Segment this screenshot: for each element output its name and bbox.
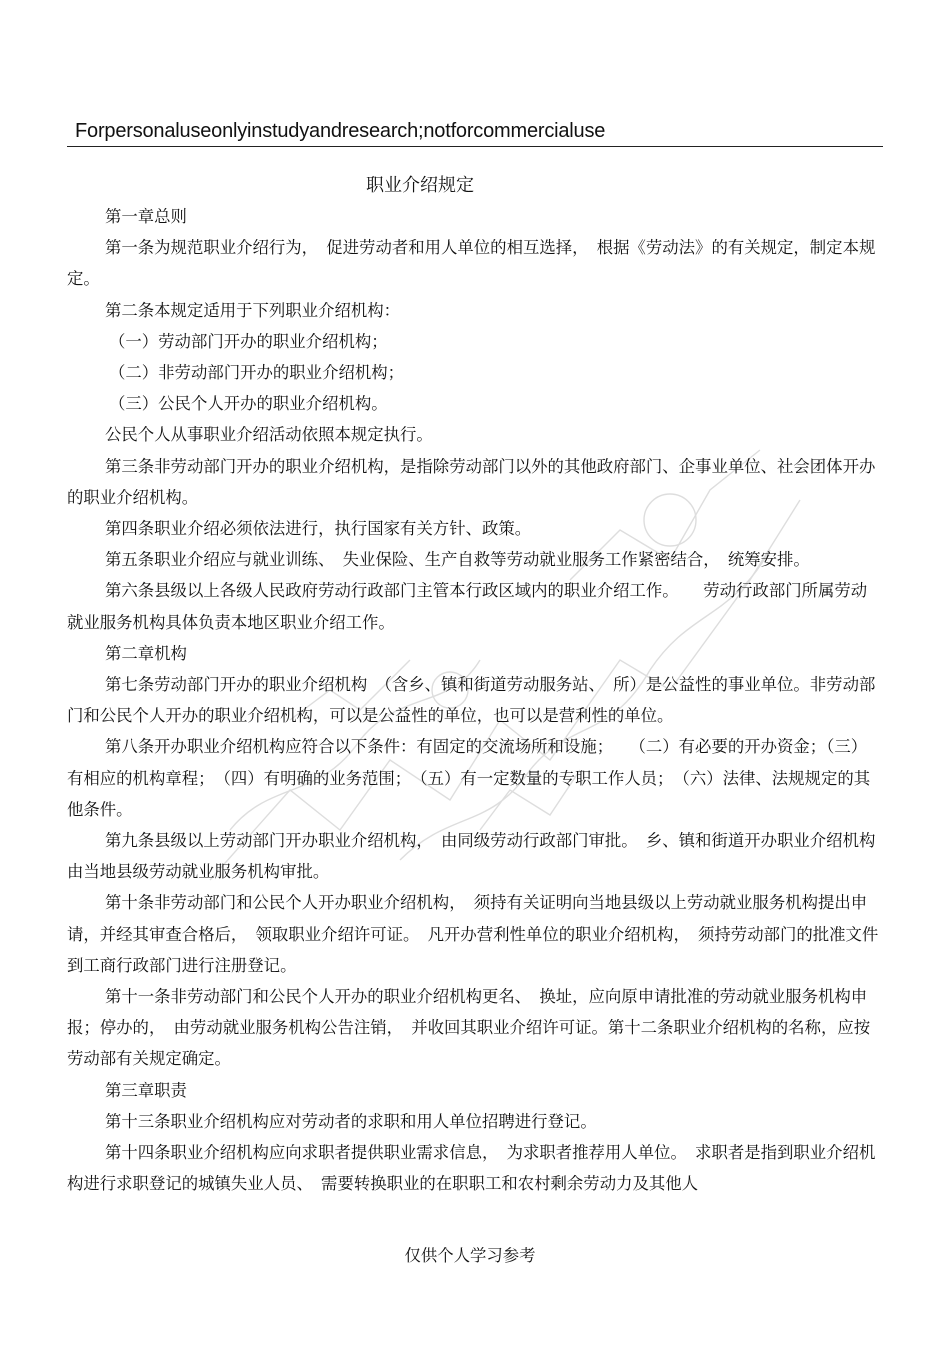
usage-notice: Forpersonaluseonlyinstudyandresearch;notforcommercialuse [75,120,606,142]
article-paragraph: 公民个人从事职业介绍活动依照本规定执行。 [105,425,433,445]
article-paragraph: 第二条本规定适用于下列职业介绍机构： [105,300,401,320]
article-paragraph: 第十三条职业介绍机构应对劳动者的求职和用人单位招聘进行登记。 [105,1111,597,1131]
article-paragraph: 第八条开办职业介绍机构应符合以下条件：有固定的交流场所和设施； （二）有必要的开办资金；（三）有相应的机构章程； （四）有明确的业务范围； （五）有一定数量的专职工作人员； （六）法律、法规规定的其他条件。 [67,737,871,819]
article-paragraph: 第三条非劳动部门开办的职业介绍机构，是指除劳动部门以外的其他政府部门、企事业单位、社会团体开办的职业介绍机构。 [67,456,876,507]
article-paragraph: 第一条为规范职业介绍行为， 促进劳动者和用人单位的相互选择， 根据《劳动法》的有关规定，制定本规定。 [67,238,876,289]
article-paragraph: 第十四条职业介绍机构应向求职者提供职业需求信息， 为求职者推荐用人单位。 求职者是指到职业介绍机构进行求职登记的城镇失业人员、 需要转换职业的在职职工和农村剩余劳动力及其他人 [67,1143,876,1194]
list-item: （三）公民个人开办的职业介绍机构。 [109,394,388,414]
page-footer: 仅供个人学习参考 [404,1246,536,1265]
article-paragraph: 第九条县级以上劳动部门开办职业介绍机构， 由同级劳动行政部门审批。 乡、镇和街道开办职业介绍机构由当地县级劳动就业服务机构审批。 [67,831,876,882]
chapter-heading: 第一章总则 [105,207,187,226]
article-paragraph: 第十一条非劳动部门和公民个人开办的职业介绍机构更名、 换址，应向原申请批准的劳动就业服务机构申报；停办的， 由劳动就业服务机构公告注销， 并收回其职业介绍许可证。第十二条职业介绍机构的名称，应按劳动部有关规定确定。 [67,987,871,1069]
article-paragraph: 第十条非劳动部门和公民个人开办职业介绍机构， 须持有关证明向当地县级以上劳动就业服务机构提出申请，并经其审查合格后， 领取职业介绍许可证。 凡开办营利性单位的职业介绍机构， 须持劳动部门的批准文件到工商行政部门进行注册登记。 [67,893,879,975]
article-paragraph: 第六条县级以上各级人民政府劳动行政部门主管本行政区域内的职业介绍工作。 劳动行政部门所属劳动就业服务机构具体负责本地区职业介绍工作。 [67,581,868,632]
article-paragraph: 第七条劳动部门开办的职业介绍机构 （含乡、镇和街道劳动服务站、 所）是公益性的事业单位。非劳动部门和公民个人开办的职业介绍机构，可以是公益性的单位，也可以是营利性的单位。 [67,675,876,726]
chapter-heading: 第三章职责 [105,1080,187,1100]
article-paragraph: 第四条职业介绍必须依法进行，执行国家有关方针、政策。 [105,519,532,539]
header-divider [67,146,883,147]
list-item: （二）非劳动部门开办的职业介绍机构； [109,363,405,383]
document-body [67,201,879,1200]
chapter-heading: 第二章机构 [105,643,187,663]
article-paragraph: 第五条职业介绍应与就业训练、 失业保险、生产自救等劳动就业服务工作紧密结合， 统筹安排。 [105,550,810,570]
document-title: 职业介绍规定 [366,175,474,196]
list-item: （一）劳动部门开办的职业介绍机构； [109,331,388,351]
